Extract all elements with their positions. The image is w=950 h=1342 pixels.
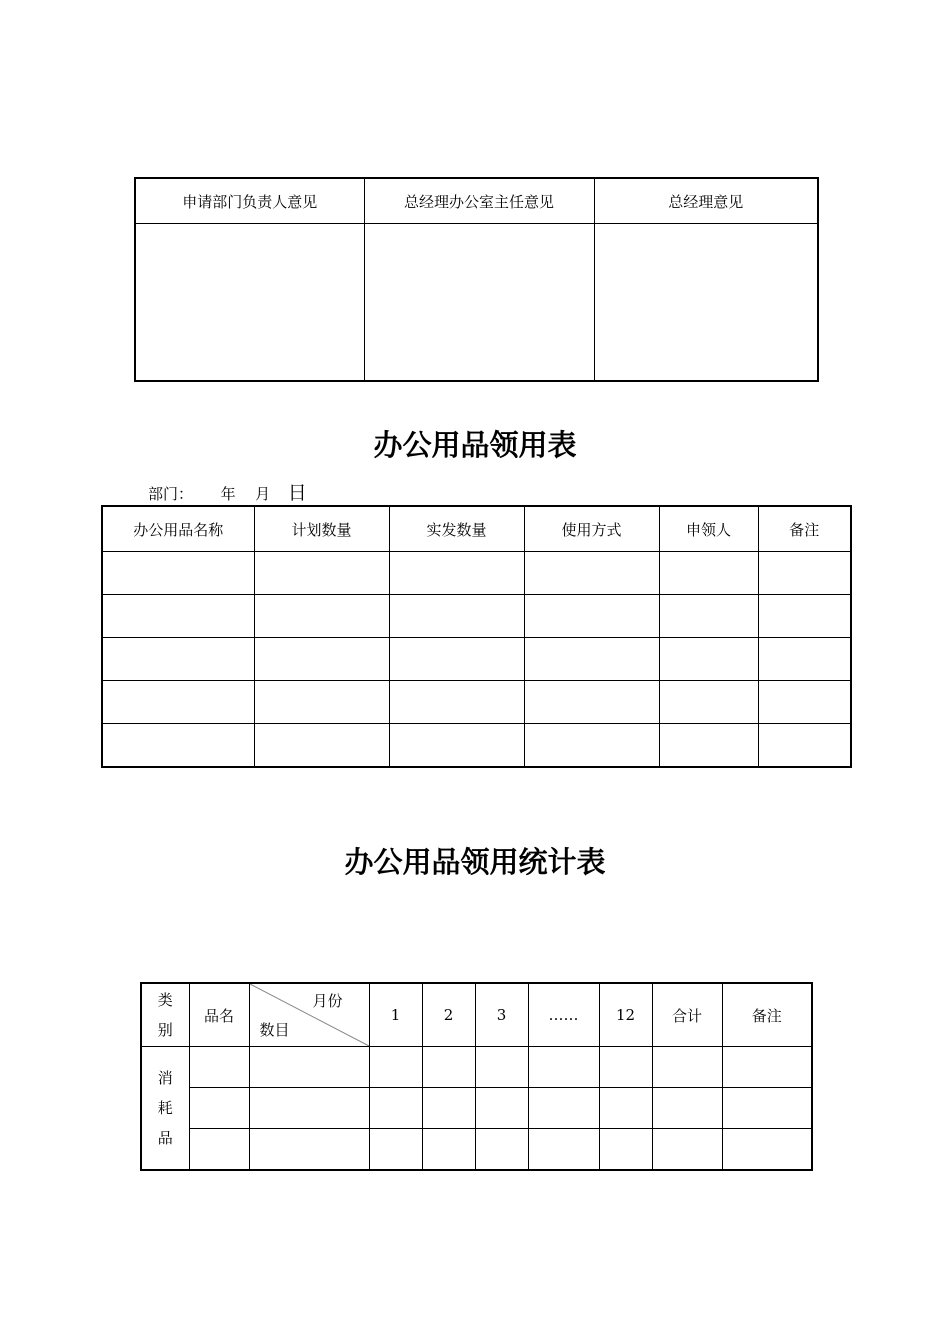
table-cell[interactable] — [652, 1047, 722, 1088]
table-cell[interactable] — [422, 1088, 475, 1129]
table-cell[interactable] — [475, 1129, 528, 1171]
header-planned-qty: 计划数量 — [254, 506, 389, 552]
approval-header-office-director: 总经理办公室主任意见 — [364, 178, 594, 224]
header-total: 合计 — [652, 983, 722, 1047]
table-cell[interactable] — [659, 681, 758, 724]
header-item-name: 办公用品名称 — [102, 506, 254, 552]
table-row — [141, 1088, 812, 1129]
table-cell[interactable] — [254, 595, 389, 638]
requisition-title: 办公用品领用表 — [373, 428, 577, 462]
table-cell[interactable] — [389, 595, 524, 638]
year-label: 年 — [220, 485, 236, 503]
header-category-char-1: 类 — [157, 991, 173, 1009]
table-cell[interactable] — [722, 1047, 812, 1088]
table-cell[interactable] — [659, 638, 758, 681]
table-cell[interactable] — [528, 1088, 599, 1129]
table-cell[interactable] — [524, 638, 659, 681]
approval-cell-dept-head[interactable] — [135, 224, 364, 382]
dept-date-line — [148, 478, 307, 505]
table-cell[interactable] — [422, 1129, 475, 1171]
category-char-1: 消 — [157, 1069, 173, 1087]
table-row — [102, 724, 851, 768]
table-cell[interactable] — [758, 724, 851, 768]
approval-header-general-manager: 总经理意见 — [594, 178, 818, 224]
table-cell[interactable] — [369, 1088, 422, 1129]
stats-title: 办公用品领用统计表 — [344, 845, 606, 879]
table-cell[interactable] — [652, 1088, 722, 1129]
table-row — [141, 1047, 812, 1088]
table-cell[interactable] — [102, 681, 254, 724]
table-cell[interactable] — [254, 681, 389, 724]
table-cell[interactable] — [102, 724, 254, 768]
approval-cell-office-director[interactable] — [364, 224, 594, 382]
table-cell[interactable] — [659, 552, 758, 595]
stats-table — [140, 982, 813, 1171]
table-cell[interactable] — [389, 681, 524, 724]
table-cell[interactable] — [389, 552, 524, 595]
month-label: 月 — [255, 485, 271, 503]
header-applicant: 申领人 — [659, 506, 758, 552]
approval-header-dept-head: 申请部门负责人意见 — [135, 178, 364, 224]
table-cell[interactable] — [599, 1129, 652, 1171]
table-row — [102, 552, 851, 595]
table-cell[interactable] — [249, 1047, 369, 1088]
table-cell[interactable] — [722, 1129, 812, 1171]
header-month-quantity — [249, 983, 369, 1047]
day-label: 日 — [287, 482, 307, 504]
table-row — [102, 595, 851, 638]
category-char-3: 品 — [157, 1129, 173, 1147]
table-cell[interactable] — [599, 1047, 652, 1088]
header-stats-remark: 备注 — [722, 983, 812, 1047]
header-month-label: 月份 — [312, 992, 343, 1010]
dept-label: 部门： — [148, 485, 194, 503]
table-cell[interactable] — [722, 1088, 812, 1129]
table-cell[interactable] — [758, 595, 851, 638]
requisition-table — [101, 505, 852, 768]
header-category-char-2: 别 — [157, 1021, 173, 1039]
table-cell[interactable] — [652, 1129, 722, 1171]
table-cell[interactable] — [524, 552, 659, 595]
header-month-2: 2 — [422, 983, 475, 1047]
header-month-1: 1 — [369, 983, 422, 1047]
header-issued-qty: 实发数量 — [389, 506, 524, 552]
table-cell[interactable] — [758, 638, 851, 681]
header-quantity-label: 数目 — [259, 1021, 290, 1039]
table-cell[interactable] — [249, 1088, 369, 1129]
table-cell[interactable] — [528, 1047, 599, 1088]
table-cell[interactable] — [254, 552, 389, 595]
header-remark: 备注 — [758, 506, 851, 552]
table-cell[interactable] — [189, 1088, 249, 1129]
table-cell[interactable] — [249, 1129, 369, 1171]
approval-cell-general-manager[interactable] — [594, 224, 818, 382]
table-cell[interactable] — [369, 1047, 422, 1088]
table-row — [102, 638, 851, 681]
table-cell[interactable] — [659, 595, 758, 638]
header-product-name: 品名 — [189, 983, 249, 1047]
table-row — [102, 681, 851, 724]
table-cell[interactable] — [254, 638, 389, 681]
table-cell[interactable] — [475, 1047, 528, 1088]
table-cell[interactable] — [254, 724, 389, 768]
table-cell[interactable] — [599, 1088, 652, 1129]
category-consumables — [141, 1047, 189, 1171]
category-char-2: 耗 — [157, 1099, 173, 1117]
table-cell[interactable] — [369, 1129, 422, 1171]
header-usage: 使用方式 — [524, 506, 659, 552]
table-cell[interactable] — [524, 724, 659, 768]
table-cell[interactable] — [475, 1088, 528, 1129]
table-cell[interactable] — [102, 595, 254, 638]
table-cell[interactable] — [189, 1129, 249, 1171]
table-cell[interactable] — [659, 724, 758, 768]
table-cell[interactable] — [524, 595, 659, 638]
table-cell[interactable] — [189, 1047, 249, 1088]
approval-table — [134, 177, 819, 382]
table-row — [141, 1129, 812, 1171]
header-month-12: 12 — [599, 983, 652, 1047]
header-month-3: 3 — [475, 983, 528, 1047]
table-cell[interactable] — [524, 681, 659, 724]
table-cell[interactable] — [422, 1047, 475, 1088]
table-cell[interactable] — [389, 638, 524, 681]
table-cell[interactable] — [528, 1129, 599, 1171]
header-month-ellipsis: …… — [528, 983, 599, 1047]
table-cell[interactable] — [758, 681, 851, 724]
table-cell[interactable] — [758, 552, 851, 595]
table-cell[interactable] — [389, 724, 524, 768]
table-cell[interactable] — [102, 552, 254, 595]
header-category — [141, 983, 189, 1047]
table-cell[interactable] — [102, 638, 254, 681]
